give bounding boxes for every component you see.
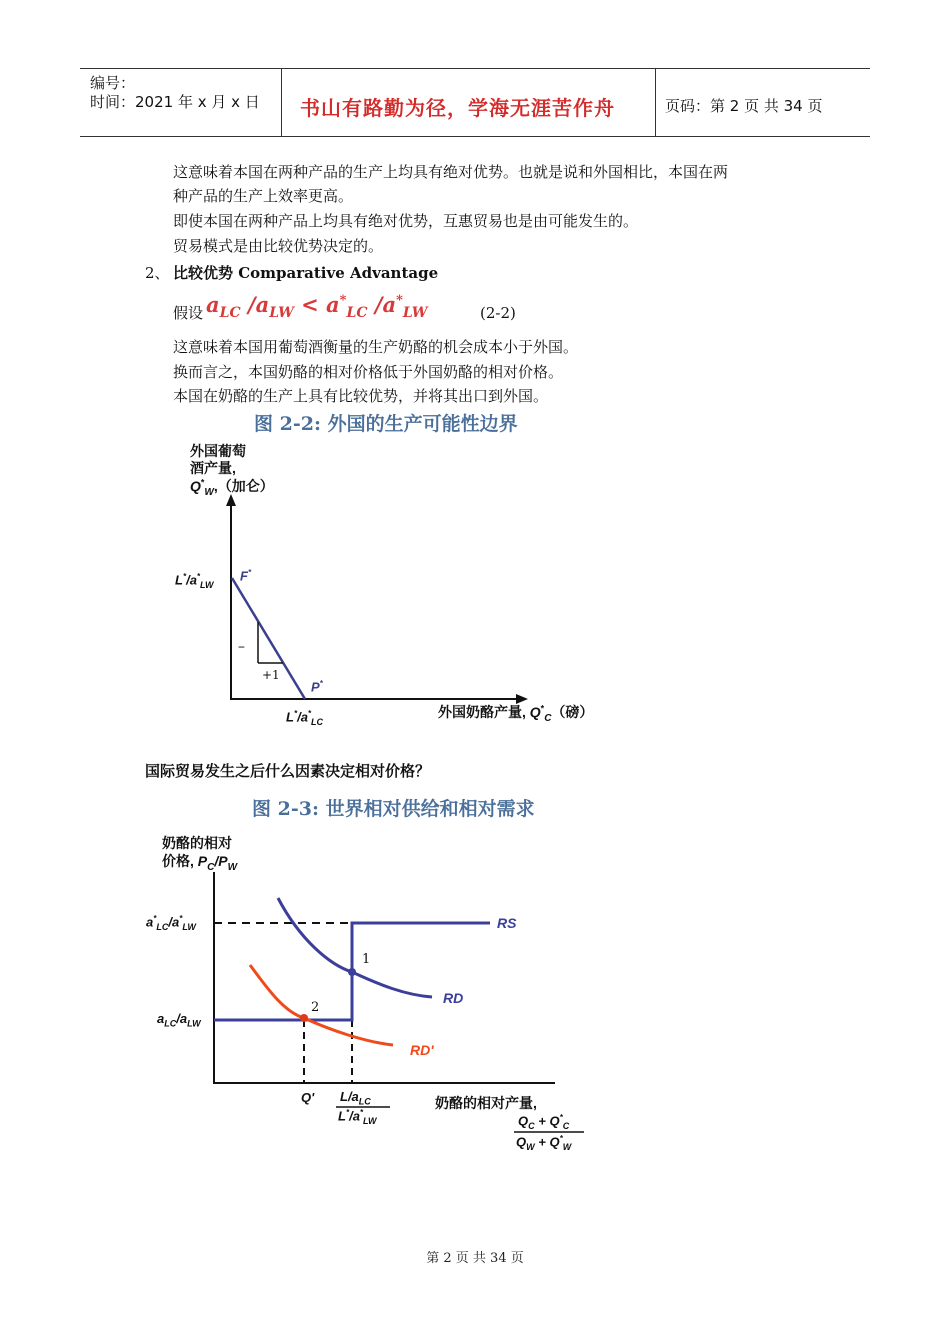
figure2-rd-prime-label: RD' [410,1042,434,1058]
page-footer: 第 2 页 共 34 页 [426,1251,524,1266]
figure2-equilibrium-point-1 [348,968,356,976]
header-divider-right [655,68,656,137]
figure1-ppf-chart [0,430,950,730]
figure1-ylabel-line1: 外国葡萄 [190,443,246,459]
figure2-equilibrium-point-2 [300,1014,308,1022]
figure2-x-fraction-top: $L/a_{LC}$ [340,1089,371,1107]
figure2-rd-prime-curve [250,965,393,1045]
figure2-q-prime-label: Q' [301,1090,315,1105]
figure2-rd-label: RD [443,990,464,1006]
figure1-point-f: F* [240,568,252,584]
figure2-x-fraction-bottom: $L^*/a^*_{LW}$ [338,1108,377,1126]
header-top-border [80,68,870,69]
section-title: 比较优势 Comparative Advantage [173,264,439,282]
figure1-x-intercept-label: $L^*/a^*_{LC}$ [286,709,324,727]
paragraph-relative-price: 换而言之，本国奶酪的相对价格低于外国奶酪的相对价格。 [173,363,564,381]
header-divider-left [281,68,282,137]
comparative-advantage-formula: $a_{LC}$ $/a_{LW} < a^*_{LC}$ $/a^*_{LW}$ [206,292,428,322]
paragraph-opportunity-cost: 这意味着本国用葡萄酒衡量的生产奶酪的机会成本小于外国。 [173,338,579,356]
figure2-ylabel-line1: 奶酪的相对 [162,835,232,851]
header-date-label: 时间：2021 年 x 月 x 日 [90,93,260,111]
figure2-x-fraction2-top: $Q_C + Q^*_C$ [518,1113,570,1131]
figure2-title: 图 2-3: 世界相对供给和相对需求 [252,798,535,820]
paragraph-absolute-advantage-1: 这意味着本国在两种产品的生产上均具有绝对优势。也就是说和外国相比，本国在两 [173,163,729,181]
figure2-x-fraction2-bottom: $Q_W + Q^*_W$ [516,1134,572,1152]
question-relative-price: 国际贸易发生之后什么因素决定相对价格？ [145,762,431,780]
figure1-ylabel-line2: 酒产量, [190,460,236,476]
header-bottom-border [80,136,870,137]
figure1-y-intercept-label: $L^*/a^*_{LW}$ [175,572,214,590]
paragraph-mutual-trade: 即使本国在两种产品上均具有绝对优势，互惠贸易也是由可能发生的。 [173,212,639,230]
figure2-y-low-label: $a_{LC}/a_{LW}$ [157,1011,201,1029]
figure2-ylabel-line2: 价格, $P_C/P_W$ [162,853,238,873]
figure1-point-p: P* [311,679,323,695]
header-number-label: 编号： [90,74,136,92]
figure2-point-2-label: 2 [311,1000,320,1015]
figure2-point-1-label: 1 [362,952,371,967]
figure1-xlabel: 外国奶酪产量, $Q^*_C$（磅） [438,703,594,724]
figure1-slope-minus: – [238,639,245,655]
figure2-xlabel: 奶酪的相对产量, [435,1095,537,1111]
figure1-slope-plus: +1 [262,668,280,682]
formula-number: (2-2) [480,304,516,322]
paragraph-export: 本国在奶酪的生产上具有比较优势，并将其出口到外国。 [173,387,549,405]
header-motto: 书山有路勤为径，学海无涯苦作舟 [300,96,615,120]
figure2-y-high-label: $a^*_{LC}/a^*_{LW}$ [146,914,196,932]
paragraph-trade-pattern: 贸易模式是由比较优势决定的。 [173,237,384,255]
paragraph-absolute-advantage-2: 种产品的生产上效率更高。 [173,187,354,205]
figure1-ylabel-line3: $Q^*_W$,（加仑） [190,477,274,498]
section-number: 2、 [145,264,170,282]
figure2-rs-label: RS [497,915,517,931]
figure2-rd-curve [278,898,432,997]
assume-label: 假设 [173,304,204,322]
figure1-title: 图 2-2: 外国的生产可能性边界 [254,413,518,435]
header-page-info: 页码：第 2 页 共 34 页 [665,97,823,115]
